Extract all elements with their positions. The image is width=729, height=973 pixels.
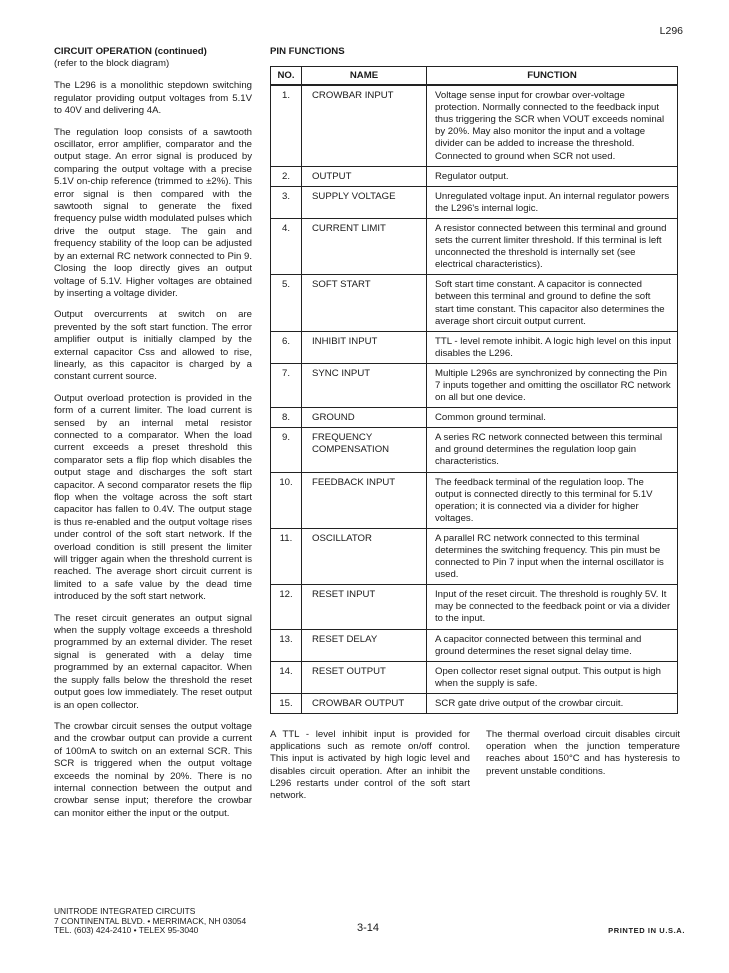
footer-phone: TEL. (603) 424-2410 • TELEX 95-3040 (54, 925, 199, 936)
footer-address: 7 CONTINENTAL BLVD. • MERRIMACK, NH 03054 (54, 915, 247, 926)
thermal-paragraph: The thermal overload circuit disables circuit operation when the junction temperature reaches about 150°C and has hysteresis to prevent unstable conditions. (486, 729, 680, 777)
footer-company: UNITRODE INTEGRATED CIRCUITS (54, 906, 196, 916)
pin-name: FEEDBACK INPUT (302, 472, 427, 528)
pin-name: FREQUENCY COMPENSATION (302, 428, 427, 472)
pin-number: 6. (271, 331, 302, 363)
pin-name: RESET INPUT (302, 585, 427, 629)
table-row (271, 693, 678, 713)
paragraph: The reset circuit generates an output signal when the supply voltage exceeds a threshold programmed by an external divider. The reset signal is generated with a delay time programmed by an external capacitor. When the supply falls below the threshold the reset output goes low immediately. The reset output is an open collector. (54, 612, 252, 711)
table-row (271, 629, 678, 661)
page-id: L296 (659, 25, 683, 37)
table-row (271, 275, 678, 331)
pin-function: A series RC network connected between this terminal and ground determines the regulation loop gain characteristics. (427, 428, 678, 472)
pin-function: A parallel RC network connected to this terminal determines the switching frequency. This pin must be connected to Pin 7 input when the internal oscillator is used. (427, 528, 678, 584)
pin-number: 11. (271, 528, 302, 584)
table-row (271, 472, 678, 528)
pin-number: 8. (271, 408, 302, 428)
page-number: 3-14 (357, 922, 380, 934)
pin-function: A capacitor connected between this terminal and ground determines the reset signal delay time. (427, 629, 678, 661)
pin-function: Multiple L296s are synchronized by connecting the Pin 7 inputs together and omitting the oscillator RC network on all but one device. (427, 363, 678, 407)
pin-function: Open collector reset signal output. This output is high when the supply is safe. (427, 661, 678, 693)
pin-name: OUTPUT (302, 166, 427, 186)
pin-number: 4. (271, 218, 302, 274)
printed-in-label: PRINTED IN U.S.A. (608, 926, 685, 935)
table-row (271, 428, 678, 472)
pin-functions-title: PIN FUNCTIONS (270, 46, 345, 57)
pin-name: OSCILLATOR (302, 528, 427, 584)
pin-number: 3. (271, 186, 302, 218)
pin-number: 7. (271, 363, 302, 407)
table-row (271, 166, 678, 186)
pin-function: TTL - level remote inhibit. A logic high level on this input disables the L296. (427, 331, 678, 363)
table-row (271, 85, 678, 166)
pin-name: INHIBIT INPUT (302, 331, 427, 363)
column-header-name: NAME (302, 67, 427, 86)
table-row (271, 363, 678, 407)
table-row (271, 218, 678, 274)
section-subtitle: (refer to the block diagram) (54, 58, 170, 69)
table-row (271, 408, 678, 428)
pin-function: Soft start time constant. A capacitor is connected between this terminal and ground to define the soft start time constant. This capacitor also determines the average short circuit output current. (427, 275, 678, 331)
pin-function: The feedback terminal of the regulation loop. The output is connected directly to this terminal for 5.1V operation; it is connected via a divider for higher voltages. (427, 472, 678, 528)
column-header-no: NO. (271, 67, 302, 86)
table-row (271, 585, 678, 629)
table-row (271, 186, 678, 218)
pin-name: RESET DELAY (302, 629, 427, 661)
pin-number: 10. (271, 472, 302, 528)
circuit-operation-section (54, 46, 252, 829)
table-row (271, 528, 678, 584)
table-row (271, 661, 678, 693)
table-row (271, 331, 678, 363)
pin-function: Common ground terminal. (427, 408, 678, 428)
pin-function: Regulator output. (427, 166, 678, 186)
pin-function: Voltage sense input for crowbar over-voltage protection. Normally connected to the feedback input thus triggering the SCR when VOUT exceeds nominal by 20%. May also monitor the input and a voltage divider can be added to increase the threshold. Connected to ground when SCR not used. (427, 85, 678, 166)
pin-name: SUPPLY VOLTAGE (302, 186, 427, 218)
pin-name: GROUND (302, 408, 427, 428)
paragraph: Output overload protection is provided in the form of a current limiter. The load current is sensed by an internal metal resistor connected to a comparator. When the load current exceeds a preset threshold this comparator sets a flip flop which disables the output stage and discharges the soft start capacitor. A second comparator resets the flip flop when the voltage across the soft start capacitor has fallen to 0.4V. The output stage is thus re-enabled and the output voltage rises under control of the soft start network. If the overload condition is still present the limiter will trigger again when the threshold current is reached. The average short circuit current is limited to a safe value by the dead time introduced by the soft start network. (54, 392, 252, 603)
pin-name: CROWBAR INPUT (302, 85, 427, 166)
paragraph: The L296 is a monolithic stepdown switching regulator providing output voltages from 5.1V to 40V and delivering 4A. (54, 80, 252, 117)
pin-functions-table (270, 66, 678, 714)
table-header-row (271, 67, 678, 86)
pin-name: RESET OUTPUT (302, 661, 427, 693)
pin-number: 2. (271, 166, 302, 186)
paragraph: The regulation loop consists of a sawtooth oscillator, error amplifier, comparator and the output stage. An error signal is produced by comparing the output voltage with a precise 5.1V on-chip reference (trimmed to ±2%). This error signal is then compared with the sawtooth signal to generate the fixed frequency pulse width modulated pulses which drive the output stage. The gain and frequency stability of the loop can be adjusted by an external RC network connected to Pin 9. Closing the loop directly gives an output voltage of 5.1V. Higher voltages are obtained by inserting a voltage divider. (54, 126, 252, 299)
pin-name: SYNC INPUT (302, 363, 427, 407)
footer-company-block (54, 907, 246, 936)
inhibit-paragraph: A TTL - level inhibit input is provided for applications such as remote on/off control. This input is activated by high logic level and disables circuit operation. After an inhibit the L296 restarts under control of the soft start network. (270, 729, 470, 802)
pin-name: SOFT START (302, 275, 427, 331)
paragraph: Output overcurrents at switch on are prevented by the soft start function. The error amplifier output is initially clamped by the external capacitor Css and allowed to rise, linearly, as this capacitor is charged by a constant current source. (54, 309, 252, 383)
paragraph: The crowbar circuit senses the output voltage and the crowbar output can provide a current of 100mA to switch on an external SCR. This SCR is triggered when the output voltage exceeds the nominal by 20%. There is no internal connection between the output and crowbar sense input; therefore the crowbar can monitor either the input or the output. (54, 720, 252, 819)
pin-function: SCR gate drive output of the crowbar circuit. (427, 693, 678, 713)
pin-number: 9. (271, 428, 302, 472)
column-header-function: FUNCTION (427, 67, 678, 86)
pin-number: 12. (271, 585, 302, 629)
pin-name: CURRENT LIMIT (302, 218, 427, 274)
pin-function: Unregulated voltage input. An internal regulator powers the L296's internal logic. (427, 186, 678, 218)
pin-name: CROWBAR OUTPUT (302, 693, 427, 713)
pin-number: 14. (271, 661, 302, 693)
pin-number: 1. (271, 85, 302, 166)
pin-function: A resistor connected between this terminal and ground sets the current limiter threshold. If this terminal is left unconnected the threshold is internally set (see electrical characteristics). (427, 218, 678, 274)
pin-function: Input of the reset circuit. The threshold is roughly 5V. It may be connected to the feedback point or via a divider to the input. (427, 585, 678, 629)
pin-number: 5. (271, 275, 302, 331)
pin-number: 15. (271, 693, 302, 713)
section-title: CIRCUIT OPERATION (continued) (54, 46, 207, 57)
pin-number: 13. (271, 629, 302, 661)
